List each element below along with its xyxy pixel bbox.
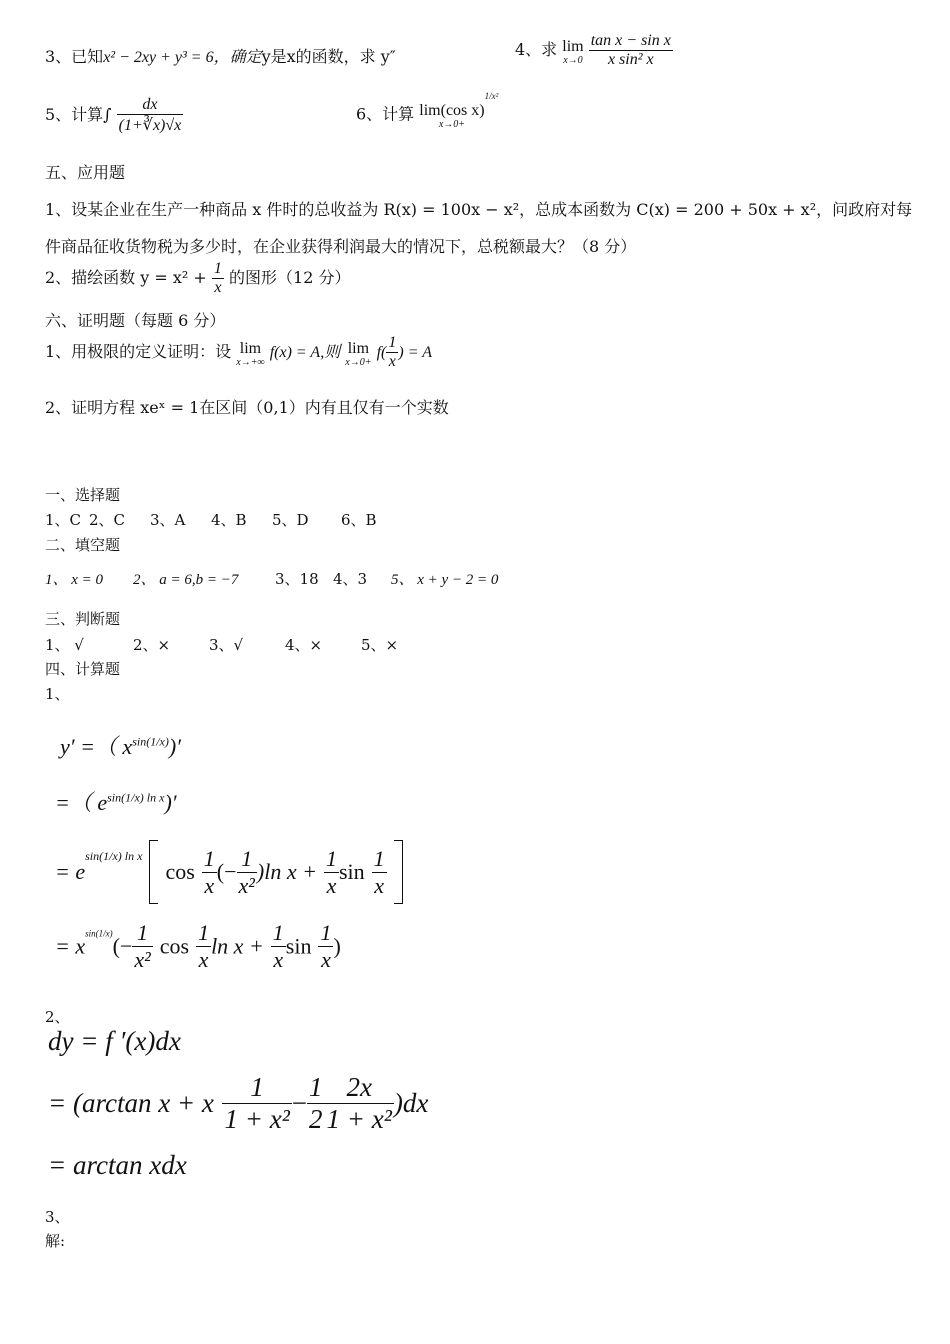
q2-suffix: 的图形（12 分） <box>229 268 351 287</box>
calc2-l2-a: = (arctan x + x <box>48 1088 214 1118</box>
fraction-denominator: x <box>374 872 385 898</box>
fraction-denominator: 2 <box>309 1104 323 1134</box>
problem-6 <box>356 91 499 130</box>
right-bracket <box>394 840 403 904</box>
limit-2 <box>345 338 371 368</box>
answer-item: 5、D <box>272 511 309 529</box>
q1-fraction <box>386 334 398 371</box>
problem-6-limit <box>419 100 484 130</box>
q1-prefix: 1、用极限的定义证明：设 <box>45 342 232 361</box>
calc1-l3-ln: )ln x + <box>256 859 317 884</box>
calc2-l2-end: )dx <box>393 1088 429 1118</box>
fraction-denominator: x <box>273 947 284 972</box>
limit-subscript: x→0+ <box>438 119 466 130</box>
answer-item: 6、B <box>341 511 377 529</box>
calc1-l4-a: = x <box>55 933 86 959</box>
answers-s3-title: 三、判断题 <box>45 610 121 628</box>
calc1-l3-sin: sin <box>338 859 365 884</box>
answer-item: 1、 x = 0 <box>45 572 104 588</box>
fraction-denominator: x <box>198 947 209 972</box>
fraction-numerator: 1 <box>373 845 385 871</box>
fraction-numerator: tan x − sin x <box>590 32 671 49</box>
calc-3-label: 3、 <box>45 1208 70 1226</box>
answer-item: 3、A <box>150 511 186 529</box>
fraction <box>318 920 333 973</box>
section5-q1-line1: 1、设某企业在生产一种商品 x 件时的总收益为 R(x) = 100x − x²，总成本函数为 C(x) = 200 + 50x + x²，问政府对每 <box>45 200 913 219</box>
fraction-denominator: x sin² x <box>607 51 654 68</box>
fraction-numerator: 1 <box>132 920 152 947</box>
problem-3-label: 3、已知 <box>45 47 104 66</box>
answer-item: 1、 √ <box>45 636 84 654</box>
calc1-line2 <box>55 786 177 817</box>
fraction-denominator: x <box>204 872 215 898</box>
problem-4-limit <box>562 36 583 66</box>
calc1-l1-exp: sin(1/x) <box>132 734 169 749</box>
answer-item: 5、 x + y − 2 = 0 <box>391 572 499 588</box>
fraction-denominator: x <box>388 353 396 370</box>
q2-prefix: 2、描绘函数 y = x² + <box>45 268 207 287</box>
section5-title: 五、应用题 <box>45 163 126 182</box>
problem-6-label: 6、计算 <box>356 104 415 124</box>
answers-s3-items <box>45 634 398 655</box>
calc1-l4-ln: ln x + <box>211 933 264 959</box>
calc2-line3: = arctan xdx <box>48 1150 187 1180</box>
calc1-l2-a: =（ e <box>55 790 108 815</box>
fraction-denominator: x <box>326 872 337 898</box>
problem-3-equation: x² − 2xy + y³ = 6，确定 <box>103 49 262 66</box>
fraction <box>196 920 211 973</box>
fraction-denominator: x² <box>134 947 151 972</box>
fraction-numerator: 1 <box>237 846 257 873</box>
problem-4-label: 4、求 <box>515 40 558 59</box>
left-bracket <box>149 840 158 904</box>
section6-q2: 2、证明方程 xeˣ = 1在区间（0,1）内有且仅有一个实数 <box>45 398 449 417</box>
limit-expression: lim(cos x) <box>419 102 485 119</box>
answer-item: 4、3 <box>333 570 368 588</box>
problem-4 <box>515 32 673 69</box>
calc1-l4-exp: sin(1/x) <box>85 928 113 939</box>
calc1-l4-sin: sin <box>285 933 312 959</box>
fraction <box>222 1072 291 1135</box>
calc1-l4-cos: cos <box>159 933 190 959</box>
calc1-l1-b: )′ <box>168 734 181 759</box>
calc1-l3-exp: sin(1/x) ln x <box>85 849 143 863</box>
answers-s2-items <box>45 568 498 589</box>
answer-item: 3、18 <box>275 570 319 588</box>
problem-3-question: y是x的函数，求 y″ <box>261 47 396 66</box>
fraction <box>237 846 257 899</box>
calc1-line3 <box>55 840 403 904</box>
section6-title: 六、证明题（每题 6 分） <box>45 311 226 330</box>
q1-middle: f(x) = A,则 <box>269 344 341 361</box>
calc2-line2 <box>48 1072 428 1135</box>
fraction-numerator: 1 <box>213 260 222 277</box>
q2-fraction <box>212 260 224 297</box>
lim-word: lim <box>347 339 370 357</box>
fraction-numerator: 1 <box>320 920 332 945</box>
answers-s1-items <box>45 509 377 530</box>
fraction-denominator: 1 + x² <box>224 1104 290 1134</box>
fraction <box>132 920 152 973</box>
calc2-minus: − <box>291 1088 308 1118</box>
fraction-denominator: x² <box>238 872 255 898</box>
answer-item: 2、 a = 6,b = −7 <box>133 572 239 588</box>
section5-q2 <box>45 260 350 297</box>
answers-s1-title: 一、选择题 <box>45 486 121 504</box>
q1-end: ) = A <box>398 344 432 361</box>
calc1-l1-a: y′ =（ x <box>60 734 133 759</box>
fraction-numerator: dx <box>117 96 184 115</box>
calc1-l3-a: = e <box>55 859 86 884</box>
answer-item: 1、C <box>45 511 82 529</box>
fraction-numerator: 1 <box>203 845 215 871</box>
problem-3 <box>45 44 396 67</box>
section6-q1 <box>45 334 432 371</box>
answers-s2-title: 二、填空题 <box>45 536 121 554</box>
answer-item: 2、× <box>133 636 171 654</box>
fraction <box>372 846 387 899</box>
fraction-numerator: 2x <box>325 1072 394 1104</box>
answer-item: 3、√ <box>209 636 244 654</box>
fraction <box>307 1072 325 1135</box>
calc1-l2-exp: sin(1/x) ln x <box>107 790 165 805</box>
calc1-l2-b: )′ <box>164 790 177 815</box>
limit-subscript: x→+∞ <box>236 356 265 368</box>
fraction-numerator: 1 <box>222 1072 291 1104</box>
section5-q1-line2: 件商品征收货物税为多少时，在企业获得利润最大的情况下，总税额最大？（8 分） <box>45 237 637 256</box>
q1-f: f( <box>376 344 387 361</box>
limit-1 <box>236 338 264 368</box>
problem-5-fraction <box>117 96 184 135</box>
fraction-denominator: (1+∛x)√x <box>118 117 182 134</box>
limit-subscript: x→0 <box>563 54 583 66</box>
problem-5 <box>45 96 183 135</box>
fraction-numerator: 1 <box>309 1072 323 1102</box>
limit-exponent: 1/x² <box>484 91 499 102</box>
problem-5-label: 5、计算∫ <box>45 105 112 124</box>
fraction-denominator: x <box>321 947 331 972</box>
answer-item: 4、× <box>285 636 323 654</box>
answer-item: 2、C <box>89 511 126 529</box>
fraction <box>325 1072 394 1135</box>
fraction-numerator: 1 <box>325 845 337 871</box>
calc-3-solution: 解: <box>45 1232 66 1250</box>
calc1-l3-cos: cos <box>165 859 195 884</box>
calc1-l4-end: ) <box>333 933 341 959</box>
calc1-l4-b: (− <box>112 933 133 959</box>
answers-s4-title: 四、计算题 <box>45 660 121 678</box>
fraction-numerator: 1 <box>388 334 397 351</box>
answer-item: 4、B <box>211 511 247 529</box>
answer-item: 5、× <box>361 636 399 654</box>
fraction-denominator: 1 + x² <box>326 1104 392 1134</box>
lim-word: lim <box>239 339 262 357</box>
limit-subscript: x→0+ <box>345 356 372 368</box>
problem-4-fraction <box>589 32 673 69</box>
fraction-denominator: x <box>214 279 222 296</box>
calc1-line4 <box>55 920 341 973</box>
calc-1-label: 1、 <box>45 685 70 703</box>
fraction <box>324 846 339 899</box>
calc2-line1: dy = f ′(x)dx <box>48 1026 181 1056</box>
lim-word: lim <box>562 37 584 55</box>
fraction <box>202 846 217 899</box>
calc1-line1 <box>60 730 181 761</box>
calc1-l3-mid: (− <box>216 859 237 884</box>
fraction <box>271 920 286 973</box>
fraction-numerator: 1 <box>272 920 284 945</box>
calc-2-label: 2、 <box>45 1008 70 1026</box>
fraction-numerator: 1 <box>198 920 210 945</box>
